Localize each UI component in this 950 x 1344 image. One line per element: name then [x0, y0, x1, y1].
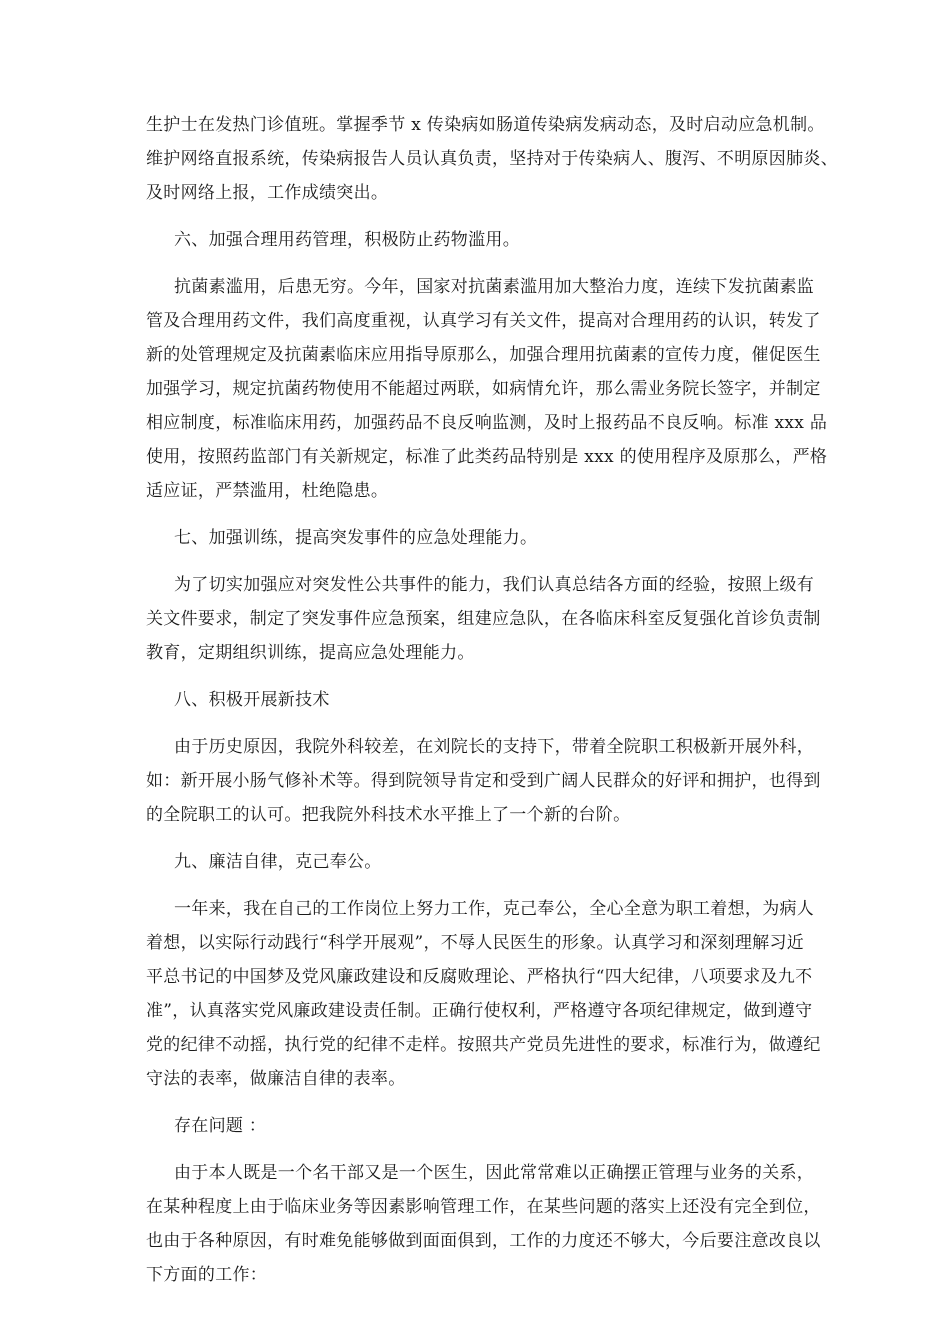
paragraph-new-technology — [146, 730, 821, 832]
text-line: 由于本人既是一个名干部又是一个医生，因此常常难以正确摆正管理与业务的关系， — [174, 1163, 815, 1183]
text-line: 守法的表率，做廉洁自律的表率。 — [146, 1069, 406, 1089]
text-line: 适应证，严禁滥用，杜绝隐患。 — [146, 481, 389, 501]
text-line: 下方面的工作： — [146, 1265, 268, 1285]
section-heading-issues: 存在问题 ： — [174, 1116, 267, 1136]
paragraph-emergency — [146, 568, 821, 670]
paragraph-antibiotics — [146, 270, 828, 508]
section-heading-7: 七、加强训练，提高突发事件的应急处理能力。 — [174, 528, 538, 548]
text-line: 准”，认真落实党风廉政建设责任制。正确行使权利，严格遵守各项纪律规定，做到遵守 — [146, 1001, 813, 1021]
text-line: 在某种程度上由于临床业务等因素影响管理工作，在某些问题的落实上还没有完全到位， — [146, 1197, 821, 1217]
text-line: 也由于各种原因，有时难免能够做到面面俱到，工作的力度还不够大，今后要注意改良以 — [146, 1231, 821, 1251]
section-heading-9: 九、廉洁自律，克己奉公。 — [174, 852, 382, 872]
text-line: 的全院职工的认可。把我院外科技术水平推上了一个新的台阶。 — [146, 805, 631, 825]
text-line: 加强学习，规定抗菌药物使用不能超过两联，如病情允许，那么需业务院长签字，并制定 — [146, 379, 821, 399]
paragraph-issues — [146, 1156, 821, 1292]
text-line: 由于历史原因，我院外科较差，在刘院长的支持下，带着全院职工积极新开展外科， — [174, 737, 815, 757]
text-line: 相应制度，标准临床用药，加强药品不良反响监测，及时上报药品不良反响。标准 xxx 品 — [146, 413, 828, 433]
document-page — [146, 108, 838, 1292]
text-line: 关文件要求，制定了突发事件应急预案，组建应急队，在各临床科室反复强化首诊负责制 — [146, 609, 821, 629]
text-line: 党的纪律不动摇，执行党的纪律不走样。按照共产党员先进性的要求，标准行为，做遵纪 — [146, 1035, 821, 1055]
text-line: 教育，定期组织训练，提高应急处理能力。 — [146, 643, 475, 663]
text-line: 新的处管理规定及抗菌素临床应用指导原那么，加强合理用抗菌素的宣传力度，催促医生 — [146, 345, 821, 365]
paragraph-integrity — [146, 892, 821, 1096]
text-line: 生护士在发热门诊值班。掌握季节 x 传染病如肠道传染病发病动态，及时启动应急机制。 — [146, 115, 825, 135]
text-line: 着想，以实际行动践行“科学开展观”，不辱人民医生的形象。认真学习和深刻理解习近 — [146, 933, 805, 953]
text-line: 维护网络直报系统，传染病报告人员认真负责，坚持对于传染病人、腹泻、不明原因肺炎、 — [146, 149, 838, 169]
text-line: 及时网络上报，工作成绩突出。 — [146, 183, 389, 203]
text-line: 管及合理用药文件，我们高度重视，认真学习有关文件，提高对合理用药的认识，转发了 — [146, 311, 821, 331]
paragraph-hotline-duty — [146, 108, 838, 210]
text-line: 使用，按照药监部门有关新规定，标准了此类药品特别是 xxx 的使用程序及原那么，严格 — [146, 447, 828, 467]
text-line: 抗菌素滥用，后患无穷。今年，国家对抗菌素滥用加大整治力度，连续下发抗菌素监 — [174, 277, 815, 297]
section-heading-8: 八、积极开展新技术 — [174, 690, 330, 710]
section-heading-6: 六、加强合理用药管理，积极防止药物滥用。 — [174, 230, 520, 250]
text-line: 如：新开展小肠气修补术等。得到院领导肯定和受到广阔人民群众的好评和拥护，也得到 — [146, 771, 821, 791]
text-line: 一年来，我在自己的工作岗位上努力工作，克己奉公，全心全意为职工着想，为病人 — [174, 899, 815, 919]
text-line: 平总书记的中国梦及党风廉政建设和反腐败理论、严格执行“四大纪律，八项要求及九不 — [146, 967, 813, 987]
text-line: 为了切实加强应对突发性公共事件的能力，我们认真总结各方面的经验，按照上级有 — [174, 575, 815, 595]
